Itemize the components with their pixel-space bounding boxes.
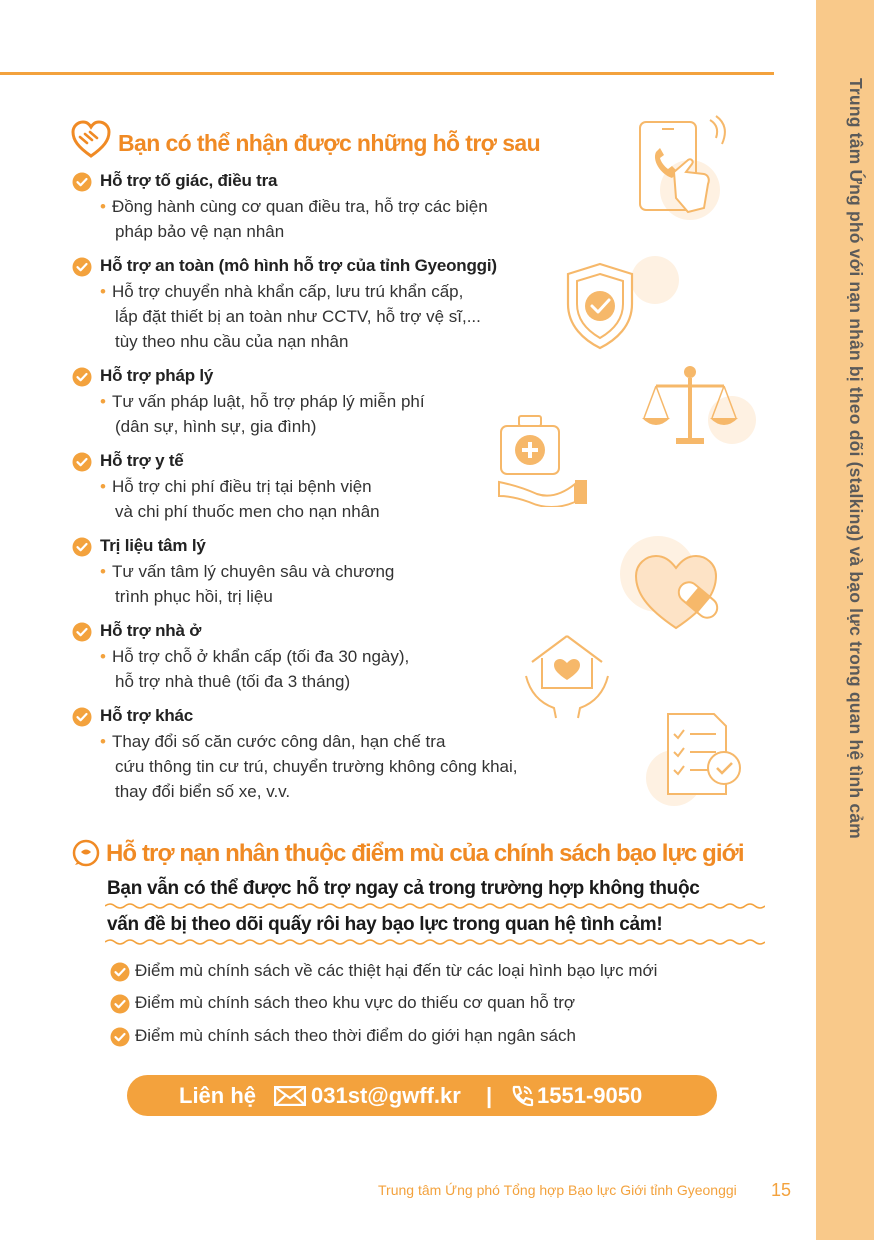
contact-phone[interactable]: 1551-9050 bbox=[537, 1083, 643, 1108]
check-circle-icon bbox=[72, 257, 92, 277]
handshake-heart-icon bbox=[70, 120, 112, 160]
item-desc-safety bbox=[100, 279, 481, 354]
item-title-other: Hỗ trợ khác bbox=[100, 706, 194, 725]
item-desc-medical bbox=[100, 474, 380, 524]
contact-bar bbox=[127, 1075, 717, 1116]
item-title-legal: Hỗ trợ pháp lý bbox=[100, 366, 214, 385]
envelope-icon bbox=[274, 1086, 306, 1106]
emphasis-line-2: vấn đề bị theo dõi quấy rôi hay bạo lực trong quan hệ tình cảm! bbox=[107, 914, 663, 935]
desc-line: Thay đổi số căn cước công dân, hạn chế tra bbox=[111, 732, 446, 751]
item-title-safety: Hỗ trợ an toàn (mô hình hỗ trợ của tỉnh Gyeonggi) bbox=[100, 256, 497, 275]
blind-spot-text: Điểm mù chính sách về các thiệt hại đến từ các loại hình bạo lực mới bbox=[135, 961, 658, 980]
checklist-icon bbox=[640, 708, 750, 808]
house-heart-hands-icon bbox=[522, 630, 612, 720]
item-desc-housing bbox=[100, 644, 409, 694]
chat-bubble-icon bbox=[72, 839, 100, 867]
contact-email[interactable]: 031st@gwff.kr bbox=[311, 1083, 461, 1108]
sidebar-title: Trung tâm Ứng phó với nạn nhân bị theo dõi (stalking) và bạo lực trong quan hệ tình cảm bbox=[846, 78, 866, 839]
item-desc-legal bbox=[100, 389, 425, 439]
blind-spot-text: Điểm mù chính sách theo khu vực do thiếu cơ quan hỗ trợ bbox=[135, 993, 576, 1012]
check-circle-icon bbox=[72, 707, 92, 727]
check-circle-icon bbox=[72, 622, 92, 642]
check-circle-icon bbox=[110, 994, 130, 1014]
bullet: • bbox=[100, 392, 106, 411]
desc-line: lắp đặt thiết bị an toàn như CCTV, hỗ trợ vệ sĩ,... bbox=[115, 307, 481, 326]
wavy-underline bbox=[105, 938, 765, 946]
scales-icon bbox=[640, 360, 760, 460]
emphasis-line-1: Bạn vẫn có thể được hỗ trợ ngay cả trong trường hợp không thuộc bbox=[107, 878, 700, 899]
bullet: • bbox=[100, 562, 106, 581]
check-circle-icon bbox=[110, 962, 130, 982]
desc-line: Đồng hành cùng cơ quan điều tra, hỗ trợ các biện bbox=[111, 197, 488, 216]
item-title-housing: Hỗ trợ nhà ở bbox=[100, 621, 202, 640]
desc-line: trình phục hồi, trị liệu bbox=[115, 587, 273, 606]
contact-label: Liên hệ bbox=[179, 1083, 257, 1108]
blind-spot-text: Điểm mù chính sách theo thời điểm do giới hạn ngân sách bbox=[135, 1026, 576, 1045]
phone-icon bbox=[509, 1084, 535, 1108]
phone-touch-icon bbox=[630, 112, 740, 227]
desc-line: Tư vấn pháp luật, hỗ trợ pháp lý miễn phí bbox=[111, 392, 425, 411]
check-circle-icon bbox=[72, 172, 92, 192]
page-number: 15 bbox=[771, 1180, 792, 1200]
check-circle-icon bbox=[72, 367, 92, 387]
desc-line: và chi phí thuốc men cho nạn nhân bbox=[115, 502, 380, 521]
section-title-support: Bạn có thể nhận được những hỗ trợ sau bbox=[118, 130, 541, 156]
footer-text: Trung tâm Ứng phó Tổng hợp Bạo lực Giới tỉnh Gyeonggi bbox=[378, 1182, 737, 1198]
desc-line: thay đổi biển số xe, v.v. bbox=[115, 782, 291, 801]
desc-line: Hỗ trợ chi phí điều trị tại bệnh viện bbox=[111, 477, 372, 496]
check-circle-icon bbox=[72, 537, 92, 557]
bullet: • bbox=[100, 282, 106, 301]
desc-line: cứu thông tin cư trú, chuyển trường không công khai, bbox=[115, 757, 518, 776]
bullet: • bbox=[100, 477, 106, 496]
item-title-therapy: Trị liệu tâm lý bbox=[100, 536, 206, 555]
item-title-report: Hỗ trợ tố giác, điều tra bbox=[100, 171, 278, 190]
desc-line: pháp bảo vệ nạn nhân bbox=[115, 222, 285, 241]
medical-kit-hand-icon bbox=[495, 412, 595, 507]
check-circle-icon bbox=[72, 452, 92, 472]
top-divider bbox=[0, 72, 774, 75]
item-title-medical: Hỗ trợ y tế bbox=[100, 451, 184, 470]
heart-bandage-icon bbox=[612, 528, 742, 633]
item-desc-therapy bbox=[100, 559, 394, 609]
shield-check-icon bbox=[560, 250, 680, 360]
bullet: • bbox=[100, 647, 106, 666]
contact-separator: | bbox=[486, 1083, 493, 1108]
desc-line: hỗ trợ nhà thuê (tối đa 3 tháng) bbox=[115, 672, 351, 691]
check-circle-icon bbox=[110, 1027, 130, 1047]
item-desc-report bbox=[100, 194, 488, 244]
desc-line: Hỗ trợ chỗ ở khẩn cấp (tối đa 30 ngày), bbox=[111, 647, 410, 666]
bullet: • bbox=[100, 732, 106, 751]
bullet: • bbox=[100, 197, 106, 216]
desc-line: Tư vấn tâm lý chuyên sâu và chương bbox=[111, 562, 395, 581]
wavy-underline bbox=[105, 902, 765, 910]
item-desc-other bbox=[100, 729, 518, 804]
desc-line: tùy theo nhu cầu của nạn nhân bbox=[115, 332, 349, 351]
section-title-blind-spot: Hỗ trợ nạn nhân thuộc điểm mù của chính sách bạo lực giới bbox=[106, 840, 744, 867]
desc-line: (dân sự, hình sự, gia đình) bbox=[115, 417, 317, 436]
desc-line: Hỗ trợ chuyển nhà khẩn cấp, lưu trú khẩn cấp, bbox=[111, 282, 464, 301]
